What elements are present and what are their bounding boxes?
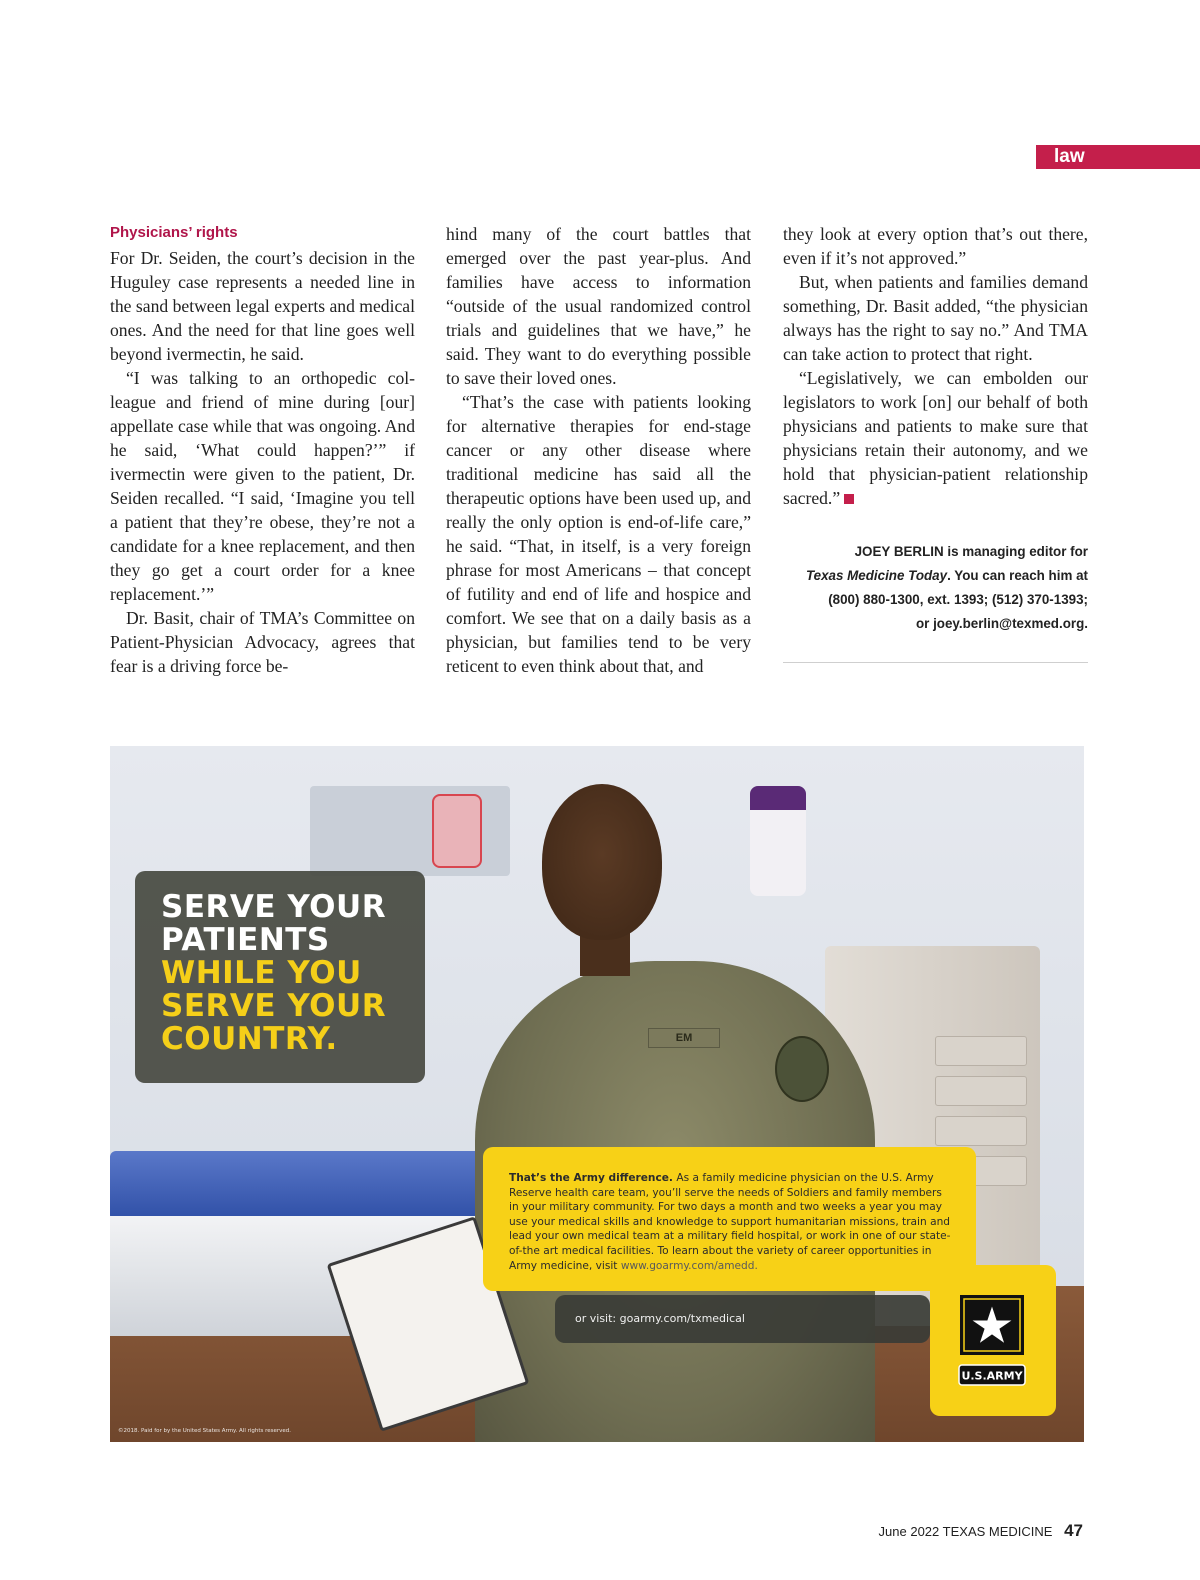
paragraph: But, when patients and families demand something, Dr. Basit added, “the physician always has the right to say no.” And TMA can take action to protect that right.: [783, 272, 1088, 364]
section-tab: law: [1036, 145, 1200, 169]
soldier-head: [542, 784, 662, 940]
exam-bed-mattress: [110, 1151, 500, 1221]
cabinet-drawer: [935, 1116, 1027, 1146]
page-number: 47: [1064, 1521, 1083, 1540]
ad-headline: [135, 871, 425, 1083]
end-mark-icon: [844, 494, 854, 504]
paragraph: For Dr. Seiden, the court’s decision in the Huguley case represents a needed line in the sand between legal experts and medical ones. And the need for that line goes well beyond ivermectin, he said.: [110, 248, 415, 364]
paragraph: hind many of the court battles that emerged over the past year-plus. And families have access to information “outside of the usual randomized control trials and guidelines that we have,” he said. They want to do everything possible to save their loved ones.: [446, 224, 751, 388]
bio-phone: (800) 880-1300, ext. 1393; (512) 370-1393;: [828, 592, 1088, 607]
article-column-2: [446, 222, 751, 678]
shoulder-patch-icon: [775, 1036, 829, 1102]
publication-name: Texas Medicine Today: [805, 568, 948, 583]
headline-line: WHILE YOU: [161, 955, 362, 991]
paragraph: “I was talking to an orthopedic colleague and friend of mine during [our] appellate case while that was ongoing. And he said, ‘What could happen?’” if ivermectin were given to the patient, Dr. Seiden recalled. “I said, ‘Imagine you tell a patient that they’re obese, they’re not a candidate for a knee replacement, and then they go get a court order for a knee replacement.’”: [110, 368, 415, 604]
bio-text: is managing editor for: [943, 544, 1088, 559]
amedd-link[interactable]: www.goarmy.com/amedd.: [620, 1259, 758, 1272]
us-army-logo-icon: [958, 1293, 1026, 1387]
magazine-name: TEXAS MEDICINE: [942, 1524, 1053, 1539]
paragraph: Dr. Basit, chair of TMA’s Committee on Patient-Physician Advocacy, agrees that fear is a driving force be-: [110, 608, 415, 676]
cabinet-drawer: [935, 1076, 1027, 1106]
bio-text: . You can reach him at: [947, 568, 1088, 583]
paragraph-text: “Legislatively, we can embolden our legislators to work [on] our behalf of both physicians and patients to make sure that physicians retain their autonomy, and we hold that physician-patient relationship sacred.”: [783, 368, 1088, 508]
bio-email: or joey.berlin@texmed.org.: [915, 616, 1088, 631]
page-footer: [879, 1521, 1083, 1541]
paragraph: they look at every option that’s out there, even if it’s not approved.”: [783, 224, 1088, 268]
visit-bar: [555, 1295, 930, 1343]
wipes-container: [750, 786, 806, 896]
paragraph: “That’s the case with patients looking for alternative therapies for end-stage cancer or any other disease where traditional medicine has said all the therapeutic options have been used up, and really the only option is end-of-life care,” he said. “That, in itself, is a very foreign phrase for most Americans – that concept of futility and end of life and hospice and comfort. We see that on a daily basis as a physician, but families tend to be very reticent to even think about that, and: [446, 392, 751, 676]
headline-line: COUNTRY.: [161, 1021, 338, 1057]
cabinet-drawer: [935, 1036, 1027, 1066]
visit-link[interactable]: or visit: goarmy.com/txmedical: [575, 1312, 745, 1325]
divider: [783, 662, 1088, 663]
headline-line: SERVE YOUR: [161, 889, 387, 925]
headline-line: SERVE YOUR: [161, 988, 387, 1024]
ad-info-box: [483, 1147, 976, 1291]
name-tape: EM: [648, 1028, 720, 1048]
info-lead: That’s the Army difference.: [509, 1172, 673, 1184]
article-column-3: [783, 222, 1088, 663]
issue-date: June 2022: [878, 1524, 940, 1539]
headline-line: PATIENTS: [161, 922, 330, 958]
army-advertisement: [110, 746, 1084, 1442]
subhead: Physicians’ rights: [110, 224, 238, 241]
paragraph: [783, 366, 1088, 510]
info-body: As a family medicine physician on the U.S. Army Reserve health care team, you’ll serve the needs of Soldiers and family members in your military community. For two days a month and two weeks a year you may use your medical skills and knowledge to support humanitarian missions, train and lead your own medical team at a military field hospital, or work in one of our state-of-the art medical facilities. To learn about the variety of career opportunities in Army medicine, visit: [509, 1172, 951, 1272]
suction-canister: [432, 794, 482, 868]
author-name: JOEY BERLIN: [854, 544, 944, 559]
article-column-1: [110, 222, 415, 678]
author-bio: [783, 540, 1088, 636]
ad-copyright: ©2018. Paid for by the United States Army. All rights reserved.: [118, 1428, 292, 1434]
logo-text: U.S.ARMY: [961, 1369, 1023, 1383]
